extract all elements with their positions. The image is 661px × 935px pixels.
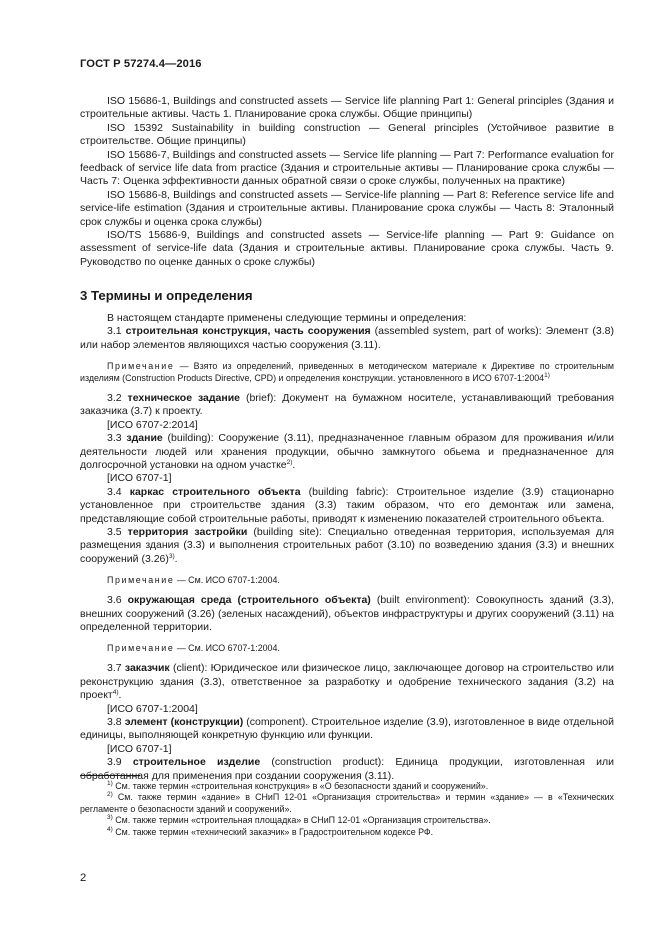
term-number: 3.4 [107,485,122,498]
term-number: 3.9 [107,756,122,769]
term-title: техническое задание [127,391,241,404]
footnote-mark: 3) [107,814,113,822]
term-number: 3.6 [107,594,122,607]
term-definition: (building site): Специально отведенная территория, используемая для размещения здания (3.3) и выполнения строительных работ (3.10) по возведению здания (3.3) и внешних сооружений (3.26) [80,525,615,565]
footnote-ref: 2) [286,458,293,466]
term-title: заказчик [124,662,170,675]
punctuation: . [118,689,122,702]
footnote-item [80,815,614,826]
note-text: — См. ИСО 6707-1:2004. [176,643,280,654]
term-3-7 [80,662,614,702]
term-title: строительная конструкция, часть сооружения [125,325,371,338]
term-definition: (building): Сооружение (3.11), предназначенное главным образом для проживания и/или деятельности людей или хранения продукции, обычно замкнутого обьема и предназначенное для долгосрочной установки на одном участке [80,432,614,471]
note-text: — См. ИСО 6707-1:2004. [176,575,280,586]
footnote-mark: 1) [107,780,113,787]
reference-item: ISO 15686-8, Buildings and constructed assets — Service-life planning — Part 8: Reference service life and service-life estimation (Здания и строительные активы. Планирование срока службы — Часть 8: Эталонный срок службы и оценка срока службы) [80,188,614,228]
note-3-6 [80,642,614,654]
footnote-ref: 1) [544,371,550,379]
term-3-9 [80,756,614,783]
term-definition: (client): Юридическое или физическое лицо, заключающее договор на строительство или реконструкцию здания (3.3), ответственное за разработку и одобрение технического задания (3.2) на проект [80,662,615,702]
term-definition: (construction product): Единица продукции, изготовленная или обработанная для применения при создании сооружения (3.11). [80,756,614,782]
document-header: ГОСТ Р 57274.4—2016 [80,58,202,70]
note-3-1 [80,360,614,384]
term-source: [ИСО 6707-1:2004] [107,702,198,715]
term-number: 3.5 [107,525,122,538]
footnote-item [80,827,614,838]
term-source: [ИСО 6707-2:2014] [107,418,198,431]
footnote-ref: 3) [168,552,175,560]
footnote-text: См. также термин «строительная конструкция» в «О безопасности зданий и сооружений». [115,781,489,791]
footnote-text: См. также термин «здание» в СНиП 12-01 «Организация строительства» и термин «здание» — в «Технических регламенте о безопасности зданий и сооружений». [80,792,614,814]
punctuation: . [174,552,178,565]
footnote-text: См. также термин «технический заказчик» в Градостроительном кодексе РФ. [115,826,434,837]
footnote-mark: 4) [107,825,113,833]
footnote-item [80,792,614,815]
term-number: 3.8 [107,716,122,729]
term-3-5 [80,526,614,566]
term-title: территория застройки [127,525,248,538]
punctuation: . [292,458,296,471]
reference-item: ISO 15392 Sustainability in building construction — General principles (Устойчивое развитие в строительстве. Общие принципы) [80,121,614,148]
reference-item: ISO/TS 15686-9, Buildings and constructed assets — Service-life planning — Part 9: Guidance on assessment of service-life data (Здания и строительные активы. Планирование срока службы. Часть 9. Руководство по оценке данных о сроке службы) [80,229,614,268]
note-label: Примечание [107,360,175,371]
reference-item: ISO 15686-7, Buildings and constructed assets — Service life planning — Part 7: Performance evaluation for feedback of service life data from practice (Здания и строительные активы — Планирование срока службы — Часть 7: Оценка эффективности данных обратной связи о сроке службы, полученных на практике) [80,148,614,188]
term-3-4 [80,486,614,526]
term-title: строительное изделие [132,756,261,769]
term-3-8 [80,716,614,743]
note-3-5 [80,574,614,586]
footnote-text: См. также термин «строительная площадка» в СНиП 12-01 «Организация строительства». [115,815,491,826]
page-number: 2 [80,872,87,884]
document-body [80,95,614,783]
term-number: 3.2 [107,391,122,404]
section-intro: В настоящем стандарте применены следующие термины и определения: [107,311,467,324]
term-definition: (built environment): Совокупность зданий (3.3), внешних сооружений (3.26) (зеленых насаждений), объектов инфраструктуры и других сооружений (3.11) на определенной территории. [80,594,615,633]
term-number: 3.1 [107,325,122,338]
term-title: элемент (конструкции) [124,716,244,729]
term-source: [ИСО 6707-1] [107,742,172,755]
term-3-2 [80,392,614,419]
term-definition: (building fabric): Строительное изделие (3.9) стационарно установленное при строительстве здания (3.3) таким образом, что его демонтаж или замена, представляющие собой строительные работы, приводят к изменению показателей строительного объекта. [80,485,615,525]
reference-item: ISO 15686-1, Buildings and constructed assets — Service life planning Part 1: General principles (Здания и строительные активы. Часть 1. Планирование срока службы. Общие принципы) [80,95,614,121]
term-number: 3.7 [107,662,122,675]
term-title: здание [126,432,163,445]
term-definition: (assembled system, part of works): Элемент (3.8) или набор элементов являющихся частью сооружения (3.11). [80,325,614,351]
footnote-item [80,781,614,792]
term-title: окружающая среда (строительного объекта) [127,594,371,607]
section-heading: 3 Термины и определения [80,288,253,304]
note-label: Примечание [107,643,175,654]
term-definition: (component). Строительное изделие (3.9), изготовленное в виде отдельной единицы, выполняющей конкретную функцию или функции. [80,716,614,742]
term-number: 3.3 [107,432,122,445]
term-3-1 [80,325,614,352]
footnote-ref: 4) [112,689,119,697]
term-source: [ИСО 6707-1] [107,472,172,485]
note-text: — Взято из определений, приведенных в методическом материале к Директиве по строительным изделиям (Construction Products Directive, CPD) и определения конструкции. установленного в ИСО 6707-1:2004 [80,360,615,383]
footnote-separator [80,775,140,776]
term-title: каркас строительного объекта [129,485,301,498]
note-label: Примечание [107,575,175,586]
term-3-3 [80,432,614,472]
footnotes [80,781,614,838]
term-definition: (brief): Документ на бумажном носителе, устанавливающий требования заказчика (3.7) к проекту. [80,391,615,418]
footnote-mark: 2) [107,791,113,799]
term-3-6 [80,594,614,634]
